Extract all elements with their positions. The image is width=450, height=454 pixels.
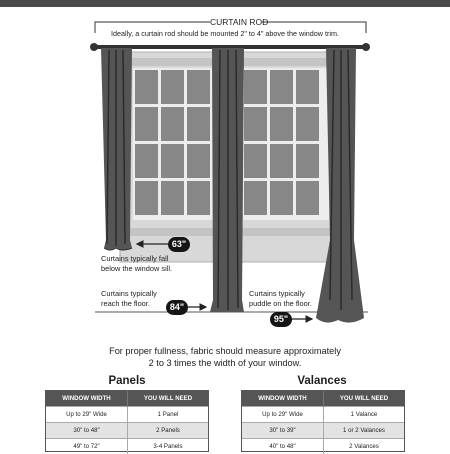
table-row bbox=[242, 423, 404, 439]
curtain-middle bbox=[210, 48, 244, 312]
panels-row-2-need: 2 Panels bbox=[128, 423, 209, 439]
valances-header-need: YOU WILL NEED bbox=[324, 391, 405, 407]
panels-table bbox=[46, 391, 208, 454]
panels-row-1-width: Up to 29" Wide bbox=[46, 407, 128, 423]
table-row bbox=[46, 423, 208, 439]
note-63-line-2: below the window sill. bbox=[101, 264, 172, 274]
rod-subtitle: Ideally, a curtain rod should be mounted 2" to 4" above the window trim. bbox=[60, 29, 390, 38]
rod-finial-right bbox=[362, 43, 370, 51]
valances-row-3-need: 2 Valances bbox=[324, 439, 405, 454]
badge-84: 84" bbox=[166, 300, 188, 315]
valances-row-1-need: 1 Valance bbox=[324, 407, 405, 423]
table-row bbox=[46, 439, 208, 454]
note-84-line-2: reach the floor. bbox=[101, 299, 157, 309]
panels-header-need: YOU WILL NEED bbox=[128, 391, 209, 407]
valances-row-1-width: Up to 29" Wide bbox=[242, 407, 324, 423]
panels-title: Panels bbox=[45, 375, 209, 387]
table-row bbox=[242, 407, 404, 423]
valances-title: Valances bbox=[240, 375, 404, 387]
panels-row-2-width: 30" to 48" bbox=[46, 423, 128, 439]
rod-title: CURTAIN ROD bbox=[210, 17, 262, 27]
fullness-note bbox=[60, 345, 390, 369]
curtain-left bbox=[101, 48, 132, 250]
table-row bbox=[46, 407, 208, 423]
note-95-line-2: puddle on the floor. bbox=[249, 299, 312, 309]
note-84 bbox=[101, 289, 157, 309]
valances-table bbox=[242, 391, 404, 454]
note-63 bbox=[101, 254, 172, 274]
note-95-line-1: Curtains typically bbox=[249, 289, 312, 299]
fullness-line-1: For proper fullness, fabric should measure approximately bbox=[60, 345, 390, 357]
note-95 bbox=[249, 289, 312, 309]
valances-row-2-width: 30" to 39" bbox=[242, 423, 324, 439]
badge-95: 95" bbox=[270, 312, 292, 327]
panels-row-3-need: 3-4 Panels bbox=[128, 439, 209, 454]
valances-row-3-width: 40" to 48" bbox=[242, 439, 324, 454]
panels-header-row bbox=[46, 391, 208, 407]
note-63-line-1: Curtains typically fall bbox=[101, 254, 172, 264]
table-row bbox=[242, 439, 404, 454]
valances-row-2-need: 1 or 2 Valances bbox=[324, 423, 405, 439]
valances-header-width: WINDOW WIDTH bbox=[242, 391, 324, 407]
window-panes-right bbox=[243, 68, 329, 220]
rod-finial-left bbox=[90, 43, 98, 51]
note-84-line-1: Curtains typically bbox=[101, 289, 157, 299]
valances-header-row bbox=[242, 391, 404, 407]
panels-header-width: WINDOW WIDTH bbox=[46, 391, 128, 407]
fullness-line-2: 2 to 3 times the width of your window. bbox=[60, 357, 390, 369]
window-panes-left bbox=[133, 68, 219, 220]
panels-row-3-width: 49" to 72" bbox=[46, 439, 128, 454]
panels-row-1-need: 1 Panel bbox=[128, 407, 209, 423]
badge-63: 63" bbox=[168, 237, 190, 252]
